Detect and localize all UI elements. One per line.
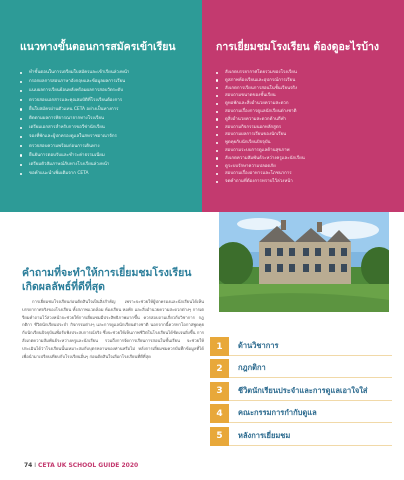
visit-tip-item: สังเกตบรรยากาศโดยรวมของโรงเรียน <box>216 69 394 76</box>
category-label: คณะกรรมการกำกับดูแล <box>229 404 392 423</box>
page-number: 74 <box>24 462 33 469</box>
school-visit-panel <box>202 0 404 212</box>
application-steps-panel <box>0 0 202 212</box>
application-step-item: แนบผลการเรียนย้อนหลังพร้อมผลการสอบวัดระดับ <box>20 87 190 94</box>
application-step-item: ขอคำแนะนำเพิ่มเติมจาก CETA <box>20 170 190 177</box>
question-category-item <box>210 427 392 446</box>
visit-tip-item: ดูหอพักและสิ่งอำนวยความสะดวก <box>216 100 394 107</box>
article-body <box>22 298 204 360</box>
visit-tip-item: พูดคุยกับนักเรียนปัจจุบัน <box>216 139 394 146</box>
application-step-item: ยืนยันการตอบรับและชำระค่าธรรมเนียม <box>20 152 190 159</box>
category-label: หลังการเยี่ยมชม <box>229 427 392 446</box>
application-step-item: กรอกผลการสอบภาษาอังกฤษและข้อมูลผลการเรียน <box>20 78 190 85</box>
application-steps-title: แนวทางขั้นตอนการสมัครเข้าเรียน <box>20 41 176 53</box>
question-category-item <box>210 337 392 356</box>
application-step-item: ตรวจสอบความพร้อมก่อนการเดินทาง <box>20 143 190 150</box>
page-footer: 74 I CETA UK SCHOOL GUIDE 2020 <box>24 462 139 469</box>
visit-tip-item: สอบถามระบบการดูแลด้านสุขภาพ <box>216 147 394 154</box>
heading-line-1: คำถามที่จะทำให้การเยี่ยมชมโรงเรียน <box>22 267 192 279</box>
category-number: 2 <box>210 359 229 378</box>
visit-tip-item: ดูสภาพห้องเรียนและอุปกรณ์การเรียน <box>216 77 394 84</box>
heading-line-2: เกิดผลลัพธ์ที่ดีที่สุด <box>22 281 106 293</box>
category-number: 1 <box>210 337 229 356</box>
school-visit-list <box>216 69 394 185</box>
category-number: 4 <box>210 404 229 423</box>
application-step-item: จองที่พักและผู้ปกครองดูแลในสหราชอาณาจักร <box>20 133 190 140</box>
application-step-item: เตรียมเอกสารสำหรับการขอวีซ่านักเรียน <box>20 124 190 131</box>
visit-tip-item: สังเกตความสัมพันธ์ระหว่างครูและนักเรียน <box>216 155 394 162</box>
visit-tip-item: สอบถามเรื่องอาหารและโภชนาการ <box>216 170 394 177</box>
application-steps-list <box>20 69 190 177</box>
application-step-item: ตรวจสอบเอกสารและคุณสมบัติที่โรงเรียนต้องการ <box>20 97 190 104</box>
visit-tip-item: สอบถามขนาดของชั้นเรียน <box>216 92 394 99</box>
question-category-item <box>210 382 392 401</box>
question-categories-list <box>210 337 392 449</box>
guide-brand: CETA UK SCHOOL GUIDE 2020 <box>37 462 139 469</box>
application-step-item: ทำขั้นตอนในการเตรียมใบสมัครและเข้าเรียนล่วงหน้า <box>20 69 190 76</box>
application-step-item: ติดตามผลการพิจารณาจากทางโรงเรียน <box>20 115 190 122</box>
school-building-photo <box>219 212 389 312</box>
question-category-item <box>210 404 392 423</box>
school-visit-title: การเยี่ยมชมโรงเรียน ต้องดูอะไรบ้าง <box>216 41 380 53</box>
category-label: กฎกติกา <box>229 359 392 378</box>
visit-tip-item: สอบถามกิจกรรมนอกหลักสูตร <box>216 124 394 131</box>
visit-tip-item: จดคำถามที่ต้องการทราบไว้ล่วงหน้า <box>216 178 394 185</box>
visit-tip-item: สอบถามผลการเรียนของนักเรียน <box>216 131 394 138</box>
category-number: 5 <box>210 427 229 446</box>
visit-tip-item: สอบถามเรื่องการดูแลนักเรียนต่างชาติ <box>216 108 394 115</box>
question-category-item <box>210 359 392 378</box>
top-panels <box>0 0 404 212</box>
visit-tip-item: ดูสิ่งอำนวยความสะดวกด้านกีฬา <box>216 116 394 123</box>
category-number: 3 <box>210 382 229 401</box>
visit-tip-item: สังเกตการเรียนการสอนในชั้นเรียนจริง <box>216 85 394 92</box>
category-label: ด้านวิชาการ <box>229 337 392 356</box>
application-step-item: ยื่นใบสมัครผ่านตัวแทน CETA อย่างเป็นทางการ <box>20 106 190 113</box>
visit-questions-heading <box>22 266 212 294</box>
article-paragraph: การเยี่ยมชมโรงเรียนก่อนตัดสินใจเป็นสิ่งสำคัญ เพราะจะช่วยให้ผู้ปกครองและนักเรียนได้เห็นบรรยากาศจริงของโรงเรียน ทั้งสภาพแวดล้อม ห้องเรียน หอพัก และสิ่งอำนวยความสะดวกต่างๆ การเตรียมคำถามไว้ล่วงหน้าจะช่วยให้การเยี่ยมชมมีประสิทธิภาพมากขึ้น ควรสอบถามเกี่ยวกับวิชาการ กฎกติกา ชีวิตนักเรียนประจำ กิจกรรมต่างๆ และการดูแลนักเรียนต่างชาติ นอกจากนี้ควรหาโอกาสพูดคุยกับนักเรียนปัจจุบันเพื่อรับฟังประสบการณ์จริง ซึ่งจะช่วยให้เห็นภาพชีวิตในโรงเรียนได้ชัดเจนยิ่งขึ้น การสังเกตความสัมพันธ์ระหว่างครูและนักเรียน รวมถึงการจัดการเรียนการสอนในชั้นเรียน จะช่วยให้ประเมินได้ว่าโรงเรียนนั้นเหมาะสมกับบุตรหลานของท่านหรือไม่ หลังการเยี่ยมชมควรบันทึกข้อมูลที่ได้เพื่อนำมาเปรียบเทียบกับโรงเรียนอื่นๆ ก่อนตัดสินใจเลือกโรงเรียนที่ดีที่สุด <box>22 299 204 359</box>
application-step-item: เตรียมตัวสัมภาษณ์กับทางโรงเรียนล่วงหน้า <box>20 161 190 168</box>
category-label: ชีวิตนักเรียนประจำและการดูแลเอาใจใส่ <box>229 382 392 401</box>
visit-tip-item: ดูระบบรักษาความปลอดภัย <box>216 163 394 170</box>
